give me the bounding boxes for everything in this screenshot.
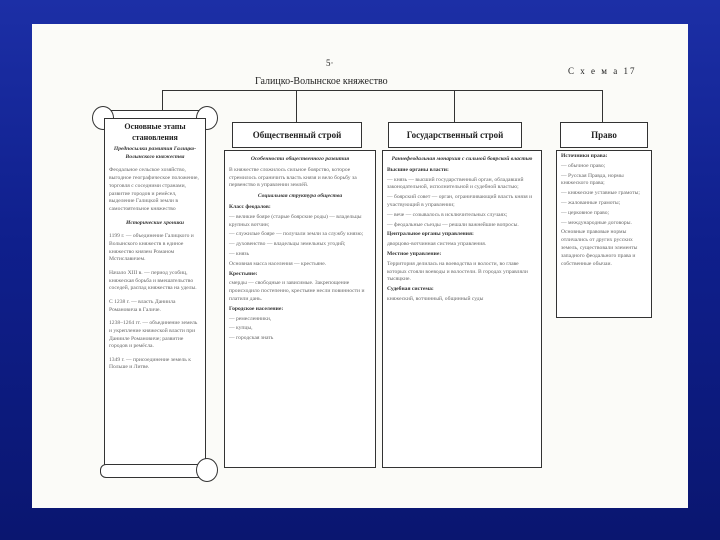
social-text: Класс феодалов: bbox=[229, 203, 271, 210]
social-text: Городское население: bbox=[229, 305, 284, 312]
connector-line bbox=[162, 90, 602, 91]
connector-line bbox=[454, 90, 455, 122]
gov-text: — князь — высший государственный орган, обладавший законодательной, исполнительной и судебной властью; bbox=[387, 176, 524, 191]
social-text: — купцы, bbox=[229, 325, 253, 332]
social-text: В княжестве сложилось сильное боярство, которое стремилось ограничить власть князя и вело борьбу за первенство в управлении землёй. bbox=[229, 166, 357, 189]
gov-text: — феодальные съезды — решали важнейшие вопросы. bbox=[387, 221, 519, 228]
law-text: — международные договоры. bbox=[561, 219, 632, 226]
scroll-curl bbox=[196, 458, 218, 482]
social-text: — ремесленники, bbox=[229, 315, 272, 322]
social-header: Общественный строй bbox=[232, 122, 362, 148]
state-text: Феодальное сельское хозяйство, выгодное географическое положение, торговля с соседними странами, развитие городов и ремёсел, выделение Галицкой земли в самостоятельное княжество bbox=[109, 167, 199, 213]
gov-text: — боярский совет — орган, ограничивающий власть князя и участвующий в управлении; bbox=[387, 194, 533, 208]
state-subheading: Предпосылки развития Галицко-Волынского княжества bbox=[113, 146, 197, 160]
law-column bbox=[556, 150, 652, 318]
social-text: Основная масса населения — крестьяне. bbox=[229, 260, 327, 267]
law-text: — обычное право; bbox=[561, 162, 606, 169]
law-text: — жалованные грамоты; bbox=[561, 199, 621, 206]
social-text: — князь bbox=[229, 250, 250, 257]
gov-header: Государственный строй bbox=[388, 122, 522, 148]
social-text: — городская знать bbox=[229, 335, 274, 342]
gov-subheading: Раннефеодальная монархия с сильной боярской властью bbox=[391, 156, 533, 162]
state-event: 1349 г. — присоединение земель к Польше и Литве. bbox=[109, 356, 191, 371]
gov-text: Центральное органы управления: bbox=[387, 231, 474, 238]
state-event: Начало XIII в. — период усобиц, княжеская борьба и вмешательство соседей, распад княжества на уделы. bbox=[109, 269, 197, 292]
diagram-title: Галицко-Волынское княжество bbox=[255, 76, 388, 87]
state-scroll bbox=[92, 106, 218, 482]
scheme-label: С х е м а 17 bbox=[568, 66, 637, 76]
social-text: Крестьяне: bbox=[229, 270, 258, 277]
law-text: — княжеские уставные грамоты; bbox=[561, 190, 640, 197]
gov-text: княжеский, вотчинный, общинный суды bbox=[387, 295, 484, 302]
social-column bbox=[224, 150, 376, 468]
gov-text: Судебная система: bbox=[387, 286, 434, 293]
connector-line bbox=[602, 90, 603, 122]
law-text: Основные правовые нормы отличались от других русских земель, существовали элементы западного феодального права и собственные обычаи. bbox=[561, 229, 638, 267]
connector-line bbox=[296, 90, 297, 122]
state-event: 1199 г. — объединение Галицкого и Волынского княжеств в единое княжество князем Романом Мстиславичем. bbox=[109, 232, 194, 263]
gov-column bbox=[382, 150, 542, 468]
state-event: С 1238 г. — власть Даниила Романовича в Галиче. bbox=[109, 298, 176, 313]
social-subheading: Особенности общественного развития bbox=[250, 156, 350, 162]
social-text: — духовенство — владельцы земельных угодий; bbox=[229, 241, 346, 248]
law-text: — церковное право; bbox=[561, 209, 610, 216]
state-subheading: Исторические хроники bbox=[125, 219, 185, 226]
social-text: — служилые бояре — получали земли за службу князю; bbox=[229, 231, 364, 238]
gov-text: Высшие органы власти: bbox=[387, 166, 449, 173]
state-header: Основные этапы становления bbox=[109, 121, 201, 143]
social-text: смерды — свободные и зависимые. Закрепощение происходило постепенно, крестьяне несли повинности и платили дань. bbox=[229, 280, 365, 302]
gov-text: — вече — созывалось в исключительных случаях; bbox=[387, 211, 508, 218]
social-subheading: Социальная структура общества bbox=[257, 193, 343, 200]
gov-text: дворцово-вотчинная система управления. bbox=[387, 241, 487, 248]
state-column bbox=[104, 118, 206, 470]
law-text: — Русская Правда, нормы княжеского права; bbox=[561, 172, 624, 187]
state-event: 1238–1264 гг. — объединение земель и укрепление княжеской власти при Данииле Романовиче; развитие городов и ремёсла. bbox=[109, 319, 198, 350]
page-marker: 5· bbox=[326, 58, 334, 68]
social-text: — великие бояре (старые боярские роды) — владельцы крупных вотчин; bbox=[229, 213, 362, 228]
law-header: Право bbox=[560, 122, 648, 148]
gov-text: Местное управление: bbox=[387, 250, 442, 257]
law-text: Источники права: bbox=[561, 153, 608, 159]
gov-text: Территория делилась на воеводства и волости, во главе которых стояли воеводы и волостели. В городах управляли тысяцкие. bbox=[387, 260, 528, 283]
